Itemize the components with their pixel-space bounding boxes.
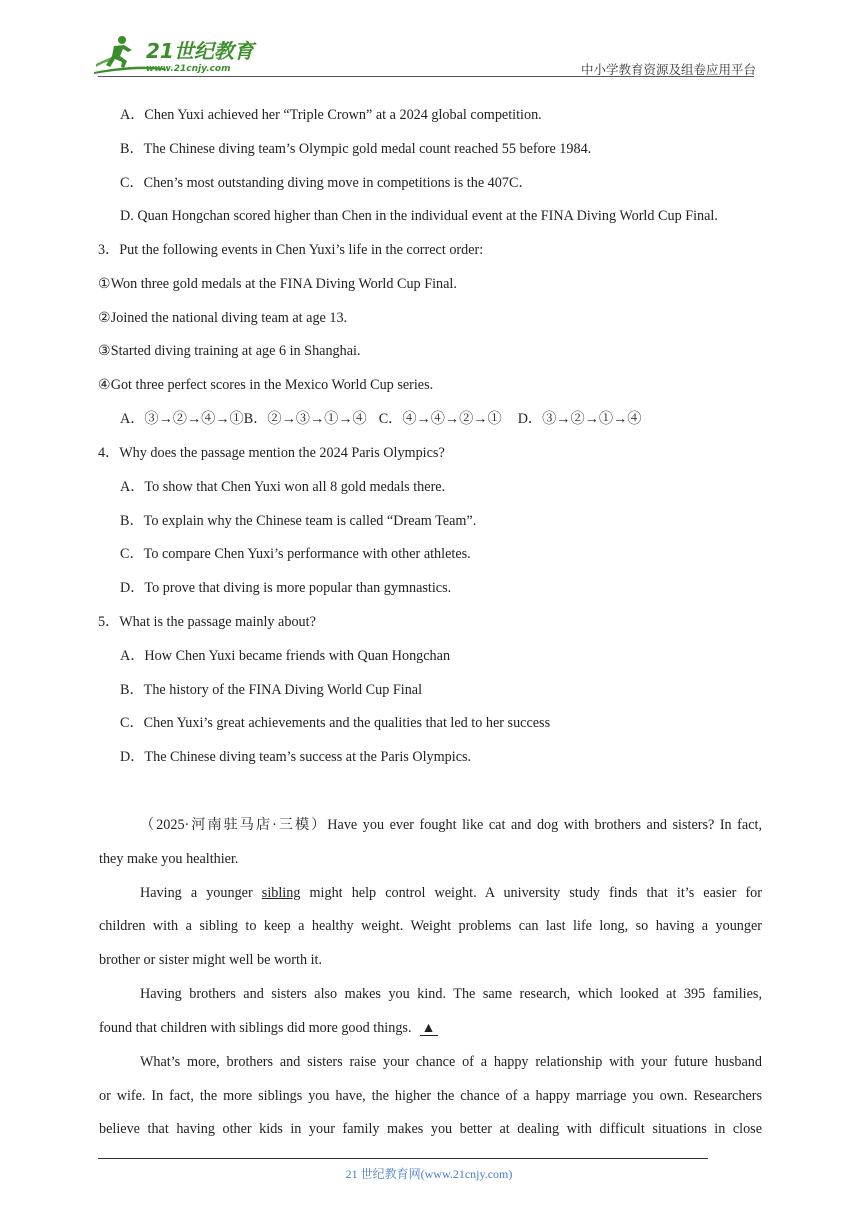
q2-option-b: B．The Chinese diving team’s Olympic gold medal count reached 55 before 1984. xyxy=(120,141,592,157)
passage-p2-line3: brother or sister might well be worth it. xyxy=(99,952,323,968)
logo-text: 21世纪教育 xyxy=(146,39,254,63)
passage-p2-after: might help control weight. A university study finds that it’s easier for xyxy=(309,885,763,901)
q5-option-d: D．The Chinese diving team’s success at the Paris Olympics. xyxy=(120,749,472,765)
passage-p2-line2: children with a sibling to keep a healthy weight. Weight problems can last life long, so having a younger xyxy=(99,918,762,934)
q3-option-d: D．③→②→①→④ xyxy=(517,411,642,427)
q3-option-a: A．③→②→④→① xyxy=(120,411,244,427)
q3-event-3: ③Started diving training at age 6 in Shanghai. xyxy=(98,343,361,359)
q2-option-c: C．Chen’s most outstanding diving move in competitions is the 407C． xyxy=(120,175,533,191)
q3-options-row xyxy=(120,410,641,428)
q3-event-4: ④Got three perfect scores in the Mexico World Cup series. xyxy=(98,377,434,393)
q5-option-b: B．The history of the FINA Diving World Cup Final xyxy=(120,682,423,698)
passage-p3-line1: Having brothers and sisters also makes you kind. The same research, which looked at 395 families, xyxy=(140,986,762,1002)
passage-p4-line3: believe that having other kids in your family makes you better at dealing with difficult situations in close xyxy=(99,1121,762,1137)
q4-option-d: D．To prove that diving is more popular than gymnastics. xyxy=(120,580,452,596)
logo-url: www.21cnjy.com xyxy=(146,64,231,74)
q3-event-2: ②Joined the national diving team at age 13. xyxy=(98,310,348,326)
passage-p1-line2: they make you healthier. xyxy=(99,851,239,867)
q5-option-a: A．How Chen Yuxi became friends with Quan Hongchan xyxy=(120,648,451,664)
q4-option-b: B．To explain why the Chinese team is called “Dream Team”. xyxy=(120,513,477,529)
answer-blank[interactable]: ▲ xyxy=(421,1020,436,1036)
q5-stem: 5．What is the passage mainly about? xyxy=(98,614,316,630)
site-logo xyxy=(94,34,264,78)
footer-link[interactable]: 21 世纪教育网(www.21cnjy.com) xyxy=(345,1167,513,1181)
passage-p1-line1: （2025·河南驻马店·三模）Have you ever fought like cat and dog with brothers and sisters? In fact, xyxy=(140,817,762,833)
passage-p3-text: found that children with siblings did more good things. xyxy=(99,1020,412,1036)
passage-p4-line1: What’s more, brothers and sisters raise your chance of a happy relationship with your future husband xyxy=(140,1054,762,1070)
passage-p3-line2 xyxy=(99,1019,762,1037)
q2-option-a: A．Chen Yuxi achieved her “Triple Crown” at a 2024 global competition. xyxy=(120,107,542,123)
q3-option-c: C．④→④→②→① xyxy=(378,411,502,427)
q3-event-1: ①Won three gold medals at the FINA Diving World Cup Final. xyxy=(98,276,457,292)
q4-stem: 4．Why does the passage mention the 2024 Paris Olympics? xyxy=(98,445,445,461)
q3-option-b: B．②→③→①→④ xyxy=(243,411,367,427)
q2-option-d: D. Quan Hongchan scored higher than Chen in the individual event at the FINA Diving World Cup Final. xyxy=(120,208,718,224)
footer-divider xyxy=(98,1158,708,1159)
passage-p2-line1 xyxy=(140,884,762,902)
page-footer xyxy=(0,1165,860,1182)
q4-option-a: A．To show that Chen Yuxi won all 8 gold medals there. xyxy=(120,479,446,495)
q5-option-c: C．Chen Yuxi’s great achievements and the qualities that led to her success xyxy=(120,715,551,731)
q4-option-c: C．To compare Chen Yuxi’s performance with other athletes. xyxy=(120,546,471,562)
runner-logo-icon xyxy=(94,34,264,78)
platform-title: 中小学教育资源及组卷应用平台 xyxy=(580,62,756,77)
passage-underlined-word: sibling xyxy=(261,885,301,901)
passage-p2-before: Having a younger xyxy=(140,885,253,901)
header-divider xyxy=(98,76,754,77)
q3-stem: 3．Put the following events in Chen Yuxi’s life in the correct order: xyxy=(98,242,484,258)
page-header xyxy=(0,0,860,80)
passage-p4-line2: or wife. In fact, the more siblings you have, the higher the chance of a happy marriage you own. Researchers xyxy=(99,1088,762,1104)
